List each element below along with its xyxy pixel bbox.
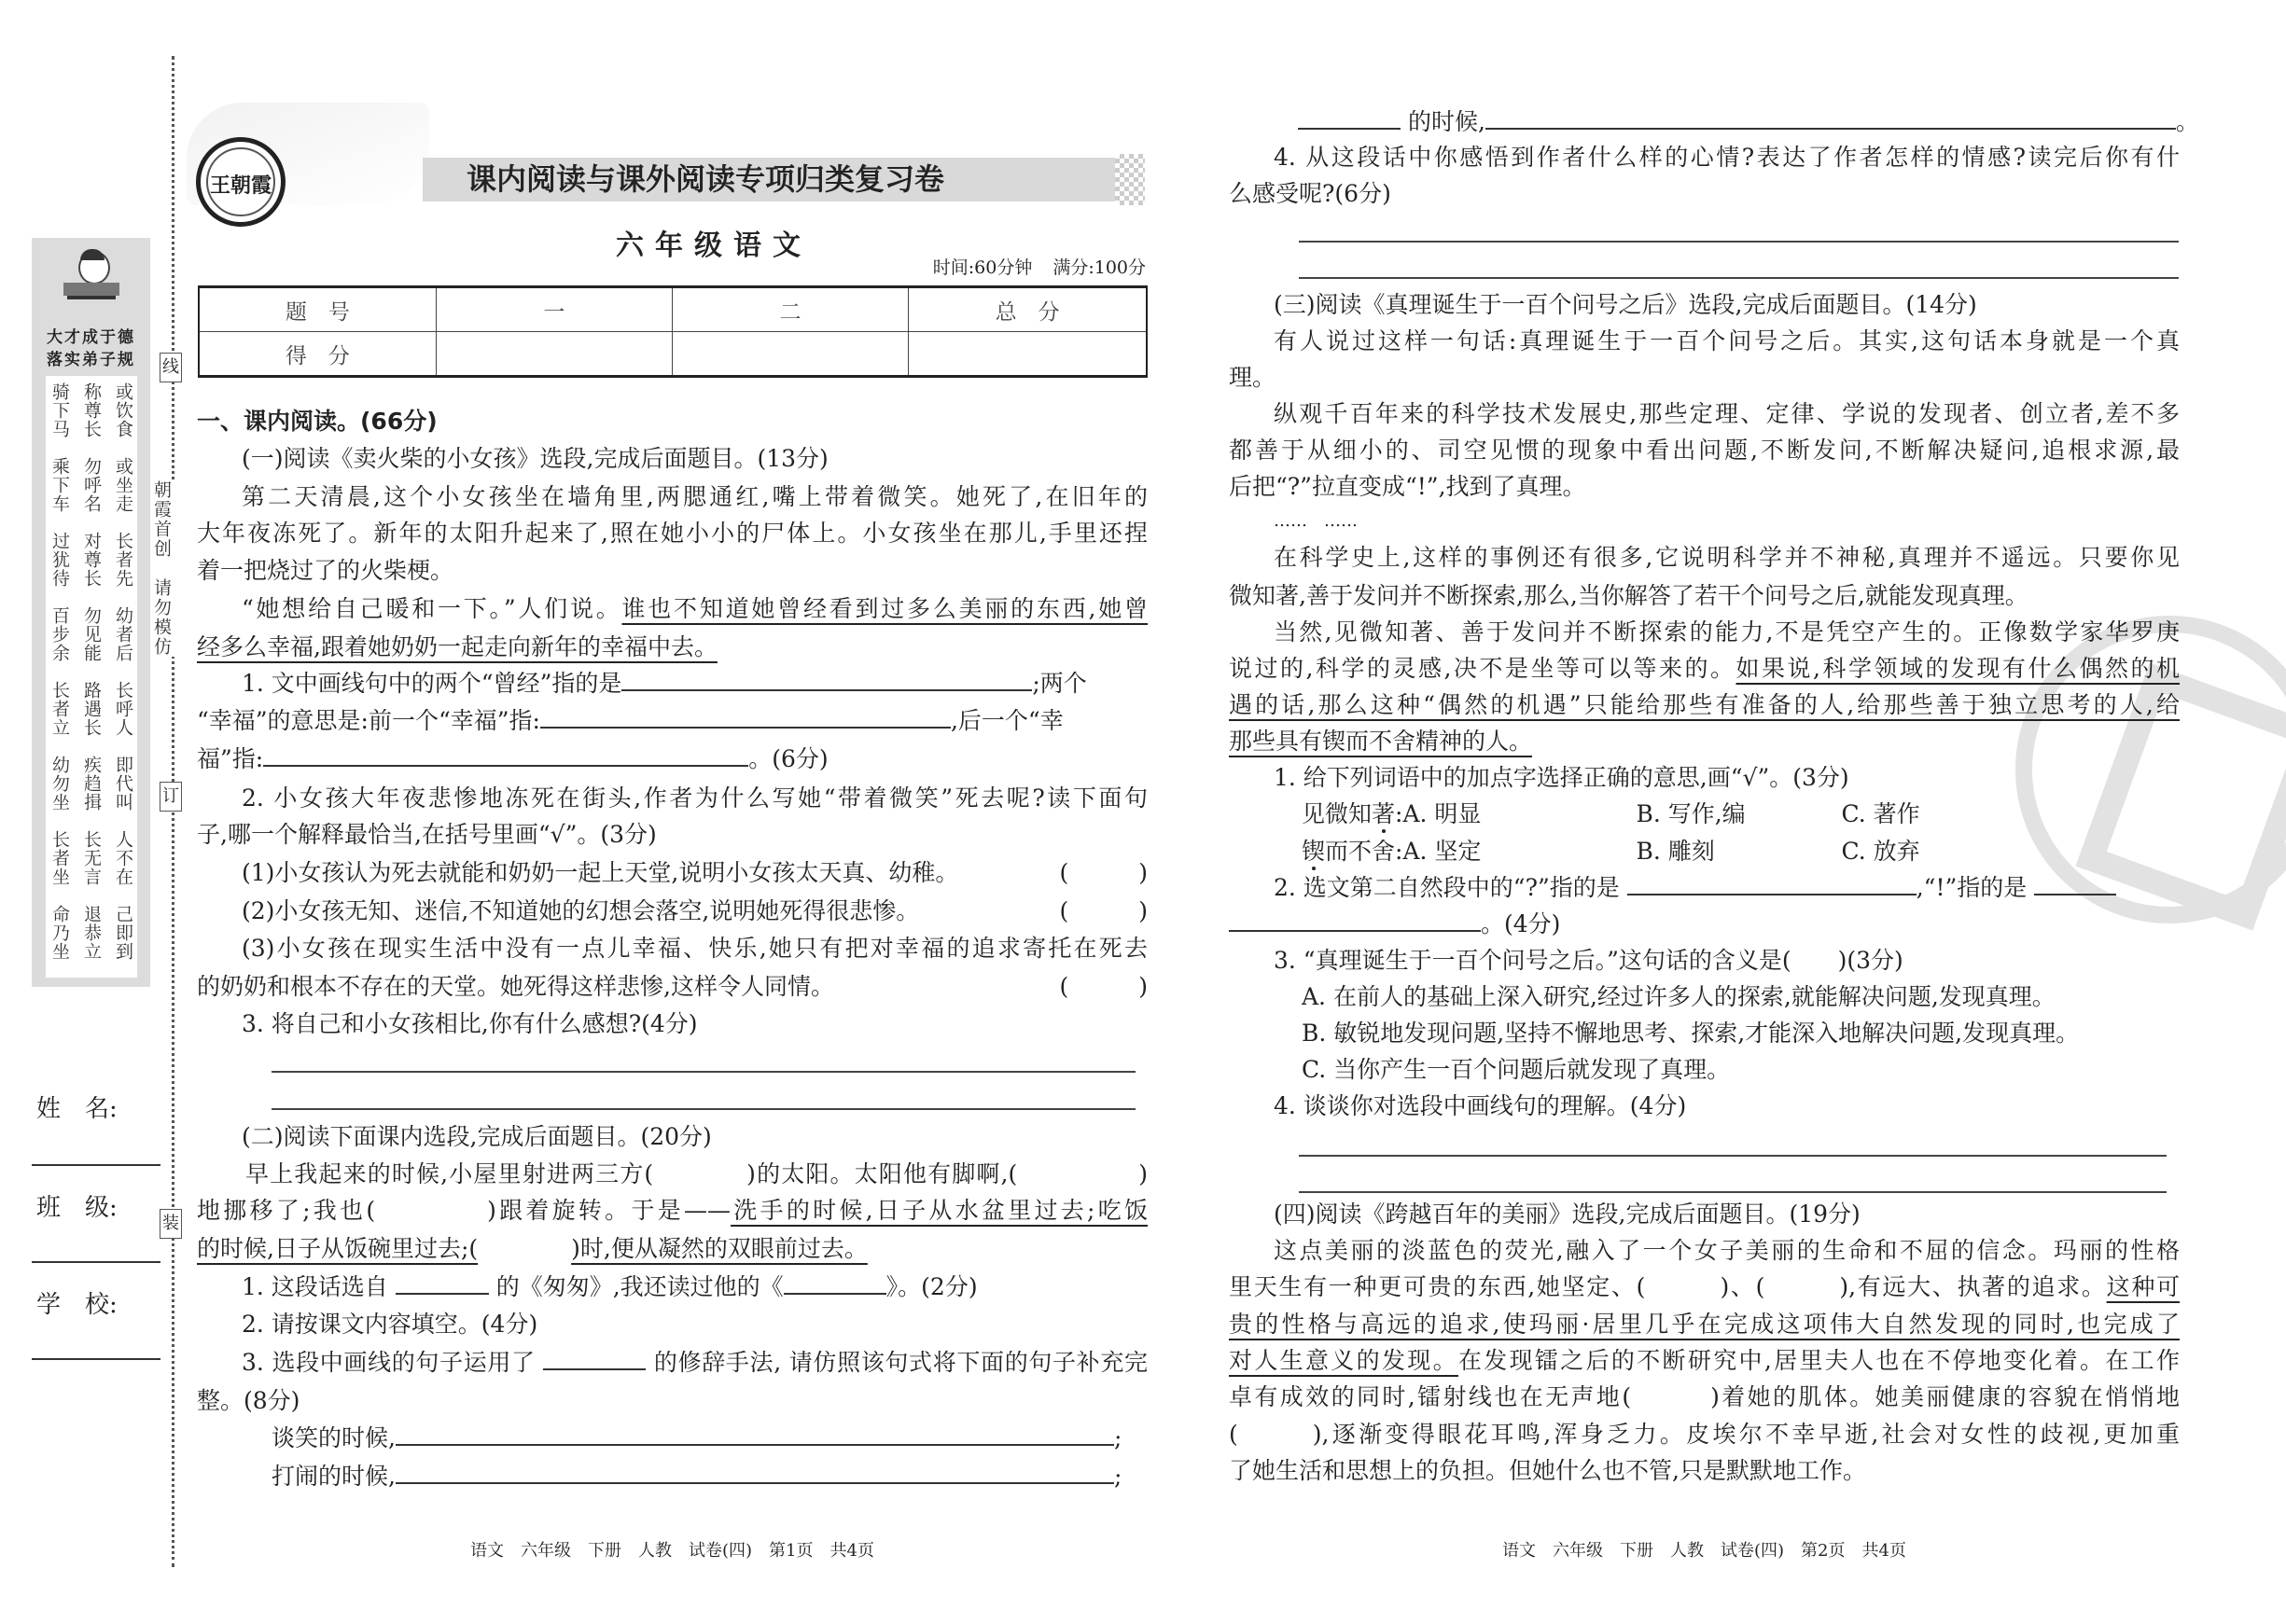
- verse-row: [46, 681, 137, 756]
- choice-b[interactable]: B. 雕刻: [1636, 838, 1715, 865]
- page-footer-2: 语文 六年级 下册 人教 试卷(四) 第2页 共4页: [1502, 1541, 1906, 1561]
- answer-blank[interactable]: [396, 1422, 1114, 1446]
- text: 卓有成效的同时,镭射线也在无声地(: [1229, 1383, 1632, 1410]
- option-text: (1)小女孩认为死去就能和奶奶一起上天堂,说明小女孩太天真、幼稚。: [242, 859, 959, 886]
- text: 的时候,日子从饭碗里过去;(: [197, 1235, 479, 1262]
- section-heading: 一、课内阅读。(66分): [197, 408, 438, 435]
- dotted-char: 锲: [1302, 838, 1326, 865]
- verse-phrase: 勿见能: [81, 606, 102, 662]
- verse-phrase: 命乃坐: [49, 905, 70, 961]
- word: 而不舍:: [1325, 838, 1403, 865]
- question-text: 的修辞手法, 请仿照该句式将下面的句子补充完: [653, 1349, 1148, 1376]
- sidebar-motto-1: 大才成于德: [47, 328, 135, 347]
- word: :: [1395, 800, 1403, 827]
- passage3-heading: (三)阅读《真理诞生于一百个问号之后》选段,完成后面题目。(14分): [1274, 291, 1977, 318]
- passage1-line: [197, 590, 1148, 628]
- question-2-2: 2. 请按课文内容填空。(4分): [242, 1311, 538, 1338]
- answer-line[interactable]: [272, 1108, 1136, 1110]
- answer-blank[interactable]: [396, 1270, 489, 1295]
- choice-c[interactable]: C. 著作: [1841, 800, 1920, 827]
- passage4-line: [1229, 1416, 2180, 1453]
- verse-phrase: 疾趋揖: [81, 756, 102, 812]
- passage2-heading: (二)阅读下面课内选段,完成后面题目。(20分): [242, 1123, 712, 1150]
- verse-phrase: 即代叫: [113, 756, 133, 812]
- side-note: 朝霞首创 请勿模仿: [149, 480, 174, 657]
- passage2-line: [197, 1156, 1148, 1193]
- passage4-line: [1229, 1379, 2180, 1416]
- option-1: [197, 854, 1148, 892]
- verse-row: [46, 905, 137, 979]
- passage1-line: [197, 629, 1148, 666]
- text: ),有远大、执著的追求。: [1839, 1273, 2107, 1300]
- passage2-line: [197, 1230, 1148, 1268]
- answer-blank[interactable]: [263, 743, 748, 767]
- verse-row: [46, 830, 137, 905]
- verse-phrase: 长无言: [81, 830, 102, 886]
- score-table: [198, 285, 1148, 378]
- choice-c[interactable]: C. 当你产生一百个问题后就发现了真理。: [1302, 1056, 1731, 1083]
- school-field[interactable]: [32, 1358, 160, 1360]
- text: )时,便从凝然的双眼前过去。: [571, 1235, 868, 1262]
- answer-line[interactable]: [1299, 1191, 2167, 1193]
- passage3-line: [1229, 687, 2180, 724]
- verse-phrase: 幼者后: [113, 606, 133, 662]
- answer-blank[interactable]: [1298, 105, 1401, 130]
- verse-row: [46, 756, 137, 830]
- answer-bracket[interactable]: ( ): [1059, 973, 1148, 1000]
- paper-title: 课内阅读与课外阅读专项归类复习卷: [467, 161, 945, 197]
- passage3-line: 都善于从细小的、司空见惯的现象中看出问题,不断发问,不断解决疑问,追根求源,最: [1229, 437, 2180, 464]
- question-1-1-cont: [197, 702, 1148, 740]
- answer-bracket[interactable]: ( ): [1059, 897, 1148, 924]
- question-text: 3. 选段中画线的句子运用了: [242, 1349, 536, 1376]
- answer-blank[interactable]: [1627, 871, 1917, 895]
- verse-phrase: 过犹待: [49, 532, 70, 588]
- name-field-label: 姓 名:: [36, 1095, 118, 1123]
- verse-phrase: 对尊长: [81, 532, 102, 588]
- text: ),逐渐变得眼花耳鸣,浑身乏力。皮埃尔不幸早逝,社会对女性的歧视,更加重: [1312, 1421, 2180, 1448]
- imitation-line-2: [197, 1458, 1222, 1495]
- passage3-line: 纵观千百年来的科学技术发展史,那些定理、定律、学说的发现者、创立者,差不多: [1274, 400, 2180, 427]
- text: (: [1229, 1421, 1238, 1448]
- question-3-3: 3. “真理诞生于一百个问号之后。”这句话的含义是( )(3分): [1274, 947, 1903, 974]
- text: 地挪移了;我也(: [197, 1197, 376, 1224]
- answer-blank[interactable]: [540, 704, 951, 729]
- score-header-total: 总 分: [909, 287, 1147, 332]
- question-text: ,“!”指的是: [1916, 874, 2028, 901]
- subject-title: 六年级语文: [616, 229, 812, 262]
- option-text: (2)小女孩无知、迷信,不知道她的幻想会落空,说明她死得很悲惨。: [242, 897, 920, 924]
- question-text: 2. 选文第二自然段中的“?”指的是: [1274, 874, 1620, 901]
- passage1-line: 大年夜冻死了。新年的太阳升起来了,照在她小小的尸体上。小女孩坐在那儿,手里还捏: [197, 520, 1148, 547]
- passage3-line: [1229, 650, 2180, 687]
- option-text: 的奶奶和根本不存在的天堂。她死得这样悲惨,这样令人同情。: [197, 973, 834, 1000]
- text: 里天生有一种更可贵的东西,她坚定、(: [1229, 1273, 1646, 1300]
- binding-dotted-line: [172, 56, 174, 1567]
- checker-decoration: [1115, 154, 1145, 205]
- binding-mark-xian: 线: [160, 353, 182, 382]
- question-text: 福”指:: [197, 745, 264, 772]
- passage1-line: 着一把烧过了的火柴梗。: [197, 557, 454, 584]
- answer-blank[interactable]: [1485, 105, 2176, 130]
- verse-row: [46, 606, 137, 681]
- time-limit: 时间:60分钟: [932, 257, 1033, 278]
- question-3-1: 1. 给下列词语中的加点字选择正确的意思,画“√”。(3分): [1274, 764, 1849, 791]
- text: “她想给自己暖和一下。”人们说。: [242, 595, 622, 622]
- verse-phrase: 路遇长: [81, 681, 102, 737]
- verse-row: [46, 457, 137, 532]
- option-3: (3)小女孩在现实生活中没有一点儿幸福、快乐,她只有把对幸福的追求寄托在死去: [242, 935, 1148, 962]
- choice-b[interactable]: B. 敏锐地发现问题,坚持不懈地思考、探索,才能深入地解决问题,发现真理。: [1302, 1020, 2080, 1047]
- text: )、(: [1720, 1273, 1765, 1300]
- answer-blank[interactable]: [396, 1460, 1114, 1484]
- score-row-label: 得 分: [199, 332, 436, 377]
- question-1-3: 3. 将自己和小女孩相比,你有什么感想?(4分): [242, 1010, 698, 1037]
- question-1-2-cont: 子,哪一个解释最恰当,在括号里画“√”。(3分): [197, 821, 657, 848]
- school-field-label: 学 校:: [36, 1291, 118, 1319]
- verse-phrase: 乘下车: [49, 457, 70, 513]
- answer-blank[interactable]: [784, 1270, 886, 1295]
- question-3-2: [1229, 869, 2180, 907]
- passage2-line: [197, 1192, 1148, 1229]
- question-1-1: [197, 665, 1148, 702]
- choice-a[interactable]: A. 在前人的基础上深入研究,经过许多人的探索,就能解决问题,发现真理。: [1302, 983, 2056, 1010]
- score-header-1: 一: [436, 287, 672, 332]
- class-field[interactable]: [32, 1261, 160, 1263]
- question-2-3: [197, 1344, 1148, 1381]
- question-1-2: 2. 小女孩大年夜悲惨地冻死在街头,作者为什么写她“带着微笑”死去呢?读下面句: [242, 784, 1148, 812]
- passage3-line: [1229, 723, 2180, 760]
- passage4-line: 了她生活和思想上的负担。但她什么也不管,只是默默地工作。: [1229, 1457, 1866, 1484]
- underlined-sentence: 如果说,科学领域的发现有什么偶然的机: [1735, 655, 2180, 682]
- ellipsis: …… ……: [1274, 511, 1358, 531]
- question-text: ,后一个“幸: [950, 707, 1064, 734]
- question-text: 。(4分): [1481, 910, 1561, 937]
- option-2: [197, 893, 1148, 930]
- underlined-sentence: 对人生意义的发现。: [1229, 1347, 1458, 1374]
- question-1-1-cont: [197, 741, 1148, 778]
- answer-line[interactable]: [272, 1071, 1136, 1073]
- verse-phrase: 长者先: [113, 532, 133, 588]
- prompt-text: 谈笑的时候,: [272, 1424, 396, 1451]
- verse-row: [46, 532, 137, 606]
- answer-blank[interactable]: [2034, 871, 2116, 895]
- verse-phrase: 幼勿坐: [49, 756, 70, 812]
- verse-phrase: 长者立: [49, 681, 70, 737]
- choice-b[interactable]: B. 写作,编: [1636, 800, 1746, 827]
- verse-phrase: 退恭立: [81, 905, 102, 961]
- verse-phrase: 或饮食: [113, 382, 133, 438]
- verse-phrase: 己即到: [113, 905, 133, 961]
- passage3-line: 当然,见微知著、善于发问并不断探索的能力,不是凭空产生的。正像数学家华罗庚: [1274, 618, 2180, 645]
- answer-blank[interactable]: [543, 1346, 646, 1370]
- punct: 。: [2175, 108, 2199, 135]
- word-item-2: [1229, 833, 2252, 870]
- passage3-line: 微知著,善于发问并不断探索,那么,当你解答了若干个问号之后,就能发现真理。: [1229, 582, 2028, 609]
- score-header-label: 题 号: [199, 287, 436, 332]
- passage4-line: [1229, 1342, 2180, 1380]
- verse-phrase: 或坐走: [113, 457, 133, 513]
- question-text: 》。(2分): [885, 1273, 978, 1300]
- question-text: 1. 文中画线句中的两个“曾经”指的是: [242, 670, 622, 697]
- text: ): [1138, 1160, 1148, 1187]
- verse-phrase: 勿呼名: [81, 457, 102, 513]
- prompt-text: 打闹的时候,: [272, 1463, 396, 1490]
- class-field-label: 班 级:: [36, 1194, 118, 1222]
- answer-bracket[interactable]: ( ): [1059, 859, 1148, 886]
- imitation-line-3: [1229, 104, 2249, 141]
- underlined-sentence: 这种可: [2106, 1273, 2181, 1300]
- text: 早上我起来的时候,小屋里射进两三方(: [245, 1160, 654, 1187]
- verse-phrase: 长呼人: [113, 681, 133, 737]
- passage1-line: 第二天清晨,这个小女孩坐在墙角里,两腮通红,嘴上带着微笑。她死了,在旧年的: [242, 483, 1148, 510]
- verse-phrase: 百步余: [49, 606, 70, 662]
- answer-line[interactable]: [1299, 241, 2179, 243]
- word: 见微知: [1302, 800, 1373, 827]
- underlined-sentence: 贵的性格与高远的追求,使玛丽·居里几乎在完成这项伟大自然发现的同时,也完成了: [1229, 1311, 2180, 1338]
- binding-mark-ding: 订: [160, 782, 182, 812]
- text: 在发现镭之后的不断研究中,居里夫人也在不停地变化着。在工作: [1457, 1347, 2180, 1374]
- passage4-heading: (四)阅读《跨越百年的美丽》选段,完成后面题目。(19分): [1274, 1201, 1861, 1228]
- score-cell-1[interactable]: [436, 332, 672, 377]
- underlined-sentence: 遇的话,那么这种“偶然的机遇”只能给那些有准备的人,给那些善于独立思考的人,给: [1229, 691, 2180, 718]
- text: )着她的肌体。她美丽健康的容貌在悄悄地: [1710, 1383, 2180, 1410]
- verse-phrase: 称尊长: [81, 382, 102, 438]
- passage3-line: 有人说过这样一句话:真理诞生于一百个问号之后。其实,这句话本身就是一个真: [1274, 327, 2180, 354]
- underlined-sentence: 经多么幸福,跟着她奶奶一起走向新年的幸福中去。: [197, 633, 718, 660]
- underlined-sentence: 洗手的时候,日子从水盆里过去;吃饭: [731, 1197, 1148, 1224]
- exam-time: [933, 254, 1146, 279]
- question-3-4: 4. 谈谈你对选段中画线句的理解。(4分): [1274, 1092, 1687, 1119]
- text: 说过的,科学的灵感,决不是坐等可以等来的。: [1229, 655, 1736, 682]
- question-text: ;两个: [1032, 670, 1087, 697]
- punct: ;: [1113, 1424, 1122, 1451]
- passage3-line: 后把“?”拉直变成“!”,找到了真理。: [1229, 473, 1586, 500]
- question-3-2-cont: [1229, 906, 2180, 943]
- question-2-1: [197, 1269, 1148, 1306]
- choice-a[interactable]: A. 坚定: [1402, 838, 1482, 865]
- choice-a[interactable]: A. 明显: [1402, 800, 1482, 827]
- verse-phrase: 长者坐: [49, 830, 70, 886]
- question-text: 的《匆匆》,我还读过他的《: [495, 1273, 784, 1300]
- answer-blank[interactable]: [1229, 908, 1481, 932]
- punct: ;: [1113, 1463, 1122, 1490]
- word-item-1: [1229, 796, 2252, 833]
- question-2-4: 4. 从这段话中你感悟到作者什么样的心情?表达了作者怎样的情感?读完后你有什: [1274, 144, 2180, 171]
- passage4-line: [1229, 1306, 2180, 1343]
- answer-blank[interactable]: [621, 667, 1032, 691]
- dotted-char: 著: [1372, 800, 1396, 827]
- binding-mark-zhuang: 装: [160, 1209, 182, 1239]
- text: )跟着旋转。于是——: [487, 1197, 732, 1224]
- dizigui-verses: [46, 382, 137, 979]
- logo-seal: [196, 137, 286, 227]
- answer-line[interactable]: [1299, 1155, 2167, 1157]
- page-footer-1: 语文 六年级 下册 人教 试卷(四) 第1页 共4页: [470, 1541, 874, 1561]
- full-score: 满分:100分: [1052, 257, 1146, 278]
- verse-row: [46, 382, 137, 457]
- prompt-text: 的时候,: [1407, 108, 1485, 135]
- passage3-line: 在科学史上,这样的事例还有很多,它说明科学并不神秘,真理并不遥远。只要你见: [1274, 544, 2180, 571]
- text: )的太阳。太阳他有脚啊,(: [746, 1160, 1018, 1187]
- score-header-2: 二: [672, 287, 908, 332]
- choice-c[interactable]: C. 放弃: [1841, 838, 1920, 865]
- underlined-sentence: [197, 1235, 868, 1262]
- passage3-line: 理。: [1229, 364, 1276, 391]
- verse-phrase: 人不在: [113, 830, 133, 886]
- answer-line[interactable]: [1299, 277, 2179, 279]
- underlined-sentence: 谁也不知道她曾经看到过多么美丽的东西,她曾: [621, 595, 1148, 622]
- option-3-cont: [197, 968, 1148, 1006]
- question-text: 1. 这段话选自: [242, 1273, 388, 1300]
- score-cell-total[interactable]: [909, 332, 1147, 377]
- sidebar-motto-2: 落实弟子规: [47, 351, 135, 369]
- question-text: 。(6分): [748, 745, 829, 772]
- question-2-4-cont: 么感受呢?(6分): [1229, 180, 1391, 207]
- passage4-line: 这点美丽的淡蓝色的荧光,融入了一个女子美丽的生命和不屈的信念。玛丽的性格: [1274, 1237, 2180, 1264]
- passage4-line: [1229, 1269, 2180, 1306]
- student-illustration: [63, 251, 119, 305]
- question-text: “幸福”的意思是:前一个“幸福”指:: [197, 707, 540, 734]
- verse-phrase: 骑下马: [49, 382, 70, 438]
- imitation-line-1: [197, 1420, 1222, 1457]
- score-cell-2[interactable]: [672, 332, 908, 377]
- question-2-3-cont: 整。(8分): [197, 1387, 300, 1414]
- logo-text: 王朝霞: [209, 174, 272, 198]
- passage1-heading: (一)阅读《卖火柴的小女孩》选段,完成后面题目。(13分): [242, 445, 829, 472]
- name-field[interactable]: [32, 1164, 160, 1166]
- underlined-sentence: 那些具有锲而不舍精神的人。: [1229, 728, 1533, 755]
